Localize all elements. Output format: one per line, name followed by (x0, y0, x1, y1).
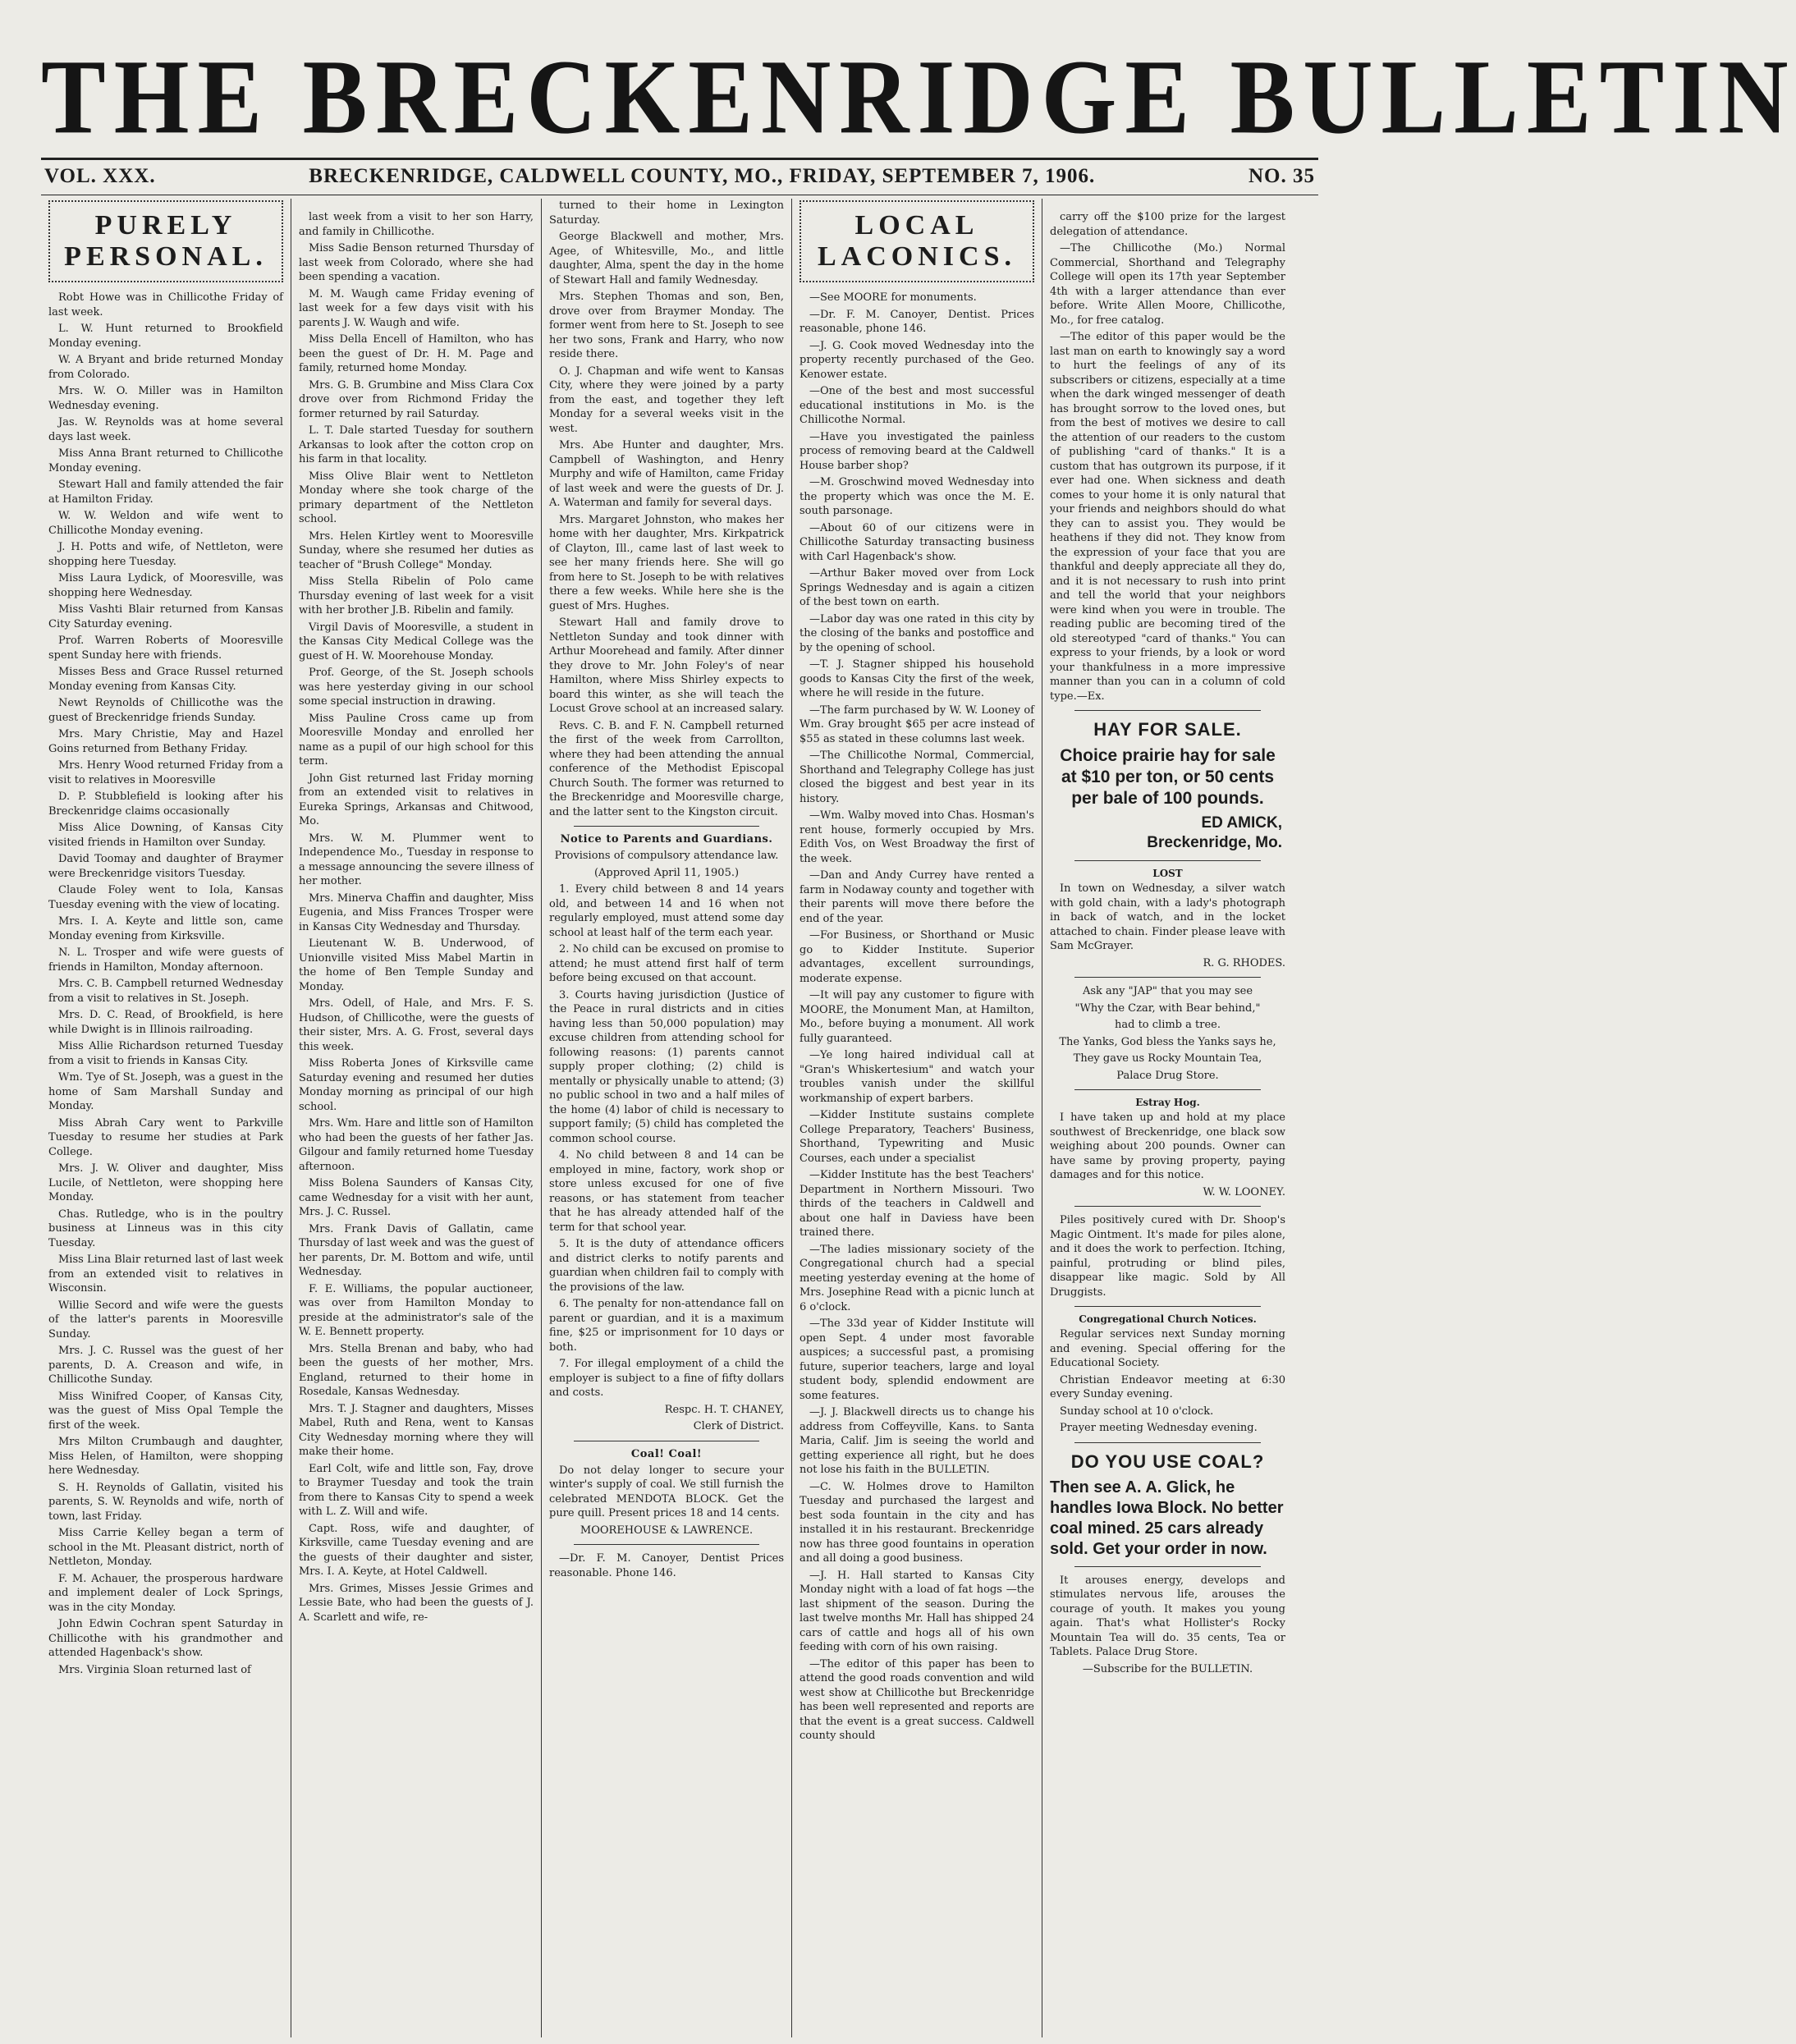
local-item: —The Chillicothe Normal, Commercial, Shorthand and Telegraphy College has just closed the biggest and best year in its history. (799, 749, 1034, 805)
personal-item: Miss Abrah Cary went to Parkville Tuesday to resume her studies at Park College. (48, 1116, 283, 1158)
lost-signature: R. G. RHODES. (1203, 956, 1285, 969)
local-item: —About 60 of our citizens were in Chillicothe Saturday transacting business with Carl Hagenback's show. (799, 521, 1034, 563)
personal-item: F. M. Achauer, the prosperous hardware and implement dealer of Lock Springs, was in the city Monday. (48, 1572, 283, 1614)
personal-item: Mrs. Stephen Thomas and son, Ben, drove over from Braymer Monday. The former went from here to St. Joseph to see her two sons, Frank and Harry, who now reside there. (549, 291, 784, 360)
estray-signature: W. W. LOONEY. (1203, 1185, 1285, 1198)
local-item: —The editor of this paper would be the last man on earth to knowingly say a word to hurt the feelings of any of its subscribers or citizens, especially at a time when the dark winged messenger of death has brought sorrow to the loved ones, but from the best of motives we desire to call the attention of our readers to the custom of publishing "card of thanks." It is a custom that has outgrown its purpose, if it ever had one. When sickness and death comes to your home it is only natural that your friends and neighbors should do what they can to assist you. They would be heathens if they did not. They know from the expression of your face that you are thankful and deeply appreciate all they do, and it is not necessary to rush into print and tell the world that your neighbors were kind when you were in trouble. The reading public are becoming tired of the old stereotyped "card of thanks." You can express to your friends, by a look or word your thankfulness in a more impressive manner than you can in a column of cold type.—Ex. (1050, 331, 1285, 703)
masthead-title: THE BRECKENRIDGE BULLETIN (41, 37, 1796, 157)
notice-item: 3. Courts having jurisdiction (Justice of the Peace in rural districts and in cities having less than 50,000 population) may excuse children from attending school for following reasons: (1) parents cannot supply proper clothing; (2) child is mentally or physically unable to attend; (3) no public school in two and a half miles of the home (4) labor of child is necessary to support family; (5) child has completed the common school course. (549, 988, 784, 1145)
local-item: —See MOORE for monuments. (809, 291, 977, 304)
personal-item: Chas. Rutledge, who is in the poultry business at Linneus was in this city Tuesday. (48, 1208, 283, 1249)
personal-item: Mrs. D. C. Read, of Brookfield, is here while Dwight is in Illinois railroading. (48, 1009, 283, 1036)
column-4 (792, 199, 1042, 2037)
column-4-items (799, 291, 1034, 1744)
local-item: —Kidder Institute sustains complete College Preparatory, Teachers' Business, Shorthand, Typewriting and Music Courses, each under a specialist (799, 1109, 1034, 1165)
local-item: —Dr. F. M. Canoyer, Dentist. Prices reasonable, phone 146. (799, 308, 1034, 335)
jap-verse-line: "Why the Czar, with Bear behind," (1074, 1001, 1261, 1015)
personal-item: Mrs. Virginia Sloan returned last of (58, 1663, 251, 1676)
personal-item: Mrs. Minerva Chaffin and daughter, Miss Eugenia, and Miss Frances Trosper were in Kansas City Wednesday and Thursday. (299, 891, 534, 933)
notice-item: 4. No child between 8 and 14 can be employed in mine, factory, work shop or store unless excused for one of five reasons, or has statement from teacher that he has already attended half of the term for that school year. (549, 1149, 784, 1234)
personal-item: Lieutenant W. B. Underwood, of Unionville visited Miss Mabel Martin in the home of Ben Temple Sunday and Monday. (299, 937, 534, 993)
local-item: —For Business, or Shorthand or Music go to Kidder Institute. Superior advantages, excellent surroundings, moderate expense. (799, 929, 1034, 985)
column-5-items (1050, 210, 1285, 703)
church-line: Sunday school at 10 o'clock. (1060, 1405, 1214, 1418)
section-head-local: LOCAL LACONICS. (799, 200, 1034, 282)
local-item: —Wm. Walby moved into Chas. Hosman's rent house, formerly occupied by Mrs. Edith Vos, on West Broadway the first of the week. (799, 809, 1034, 865)
personal-item: Miss Vashti Blair returned from Kansas City Saturday evening. (48, 603, 283, 630)
church-line: Regular services next Sunday morning and evening. Special offering for the Educational Society. (1050, 1328, 1285, 1369)
personal-item: George Blackwell and mother, Mrs. Agee, of Whitesville, Mo., and little daughter, Alma, spent the day in the home of Stewart Hall and family Wednesday. (549, 231, 784, 286)
coal-ad-title: DO YOU USE COAL? (1070, 1451, 1265, 1472)
coal-ad-body: Then see A. A. Glick, he handles Iowa Block. No better coal mined. 25 cars already sold. Get your order in now. (1050, 1478, 1284, 1558)
column-5 (1042, 199, 1293, 2037)
coal-signature: MOOREHOUSE & LAWRENCE. (580, 1524, 754, 1537)
local-item: —The farm purchased by W. W. Looney of Wm. Gray brought $65 per acre instead of $55 as stated in these columns last week. (799, 703, 1034, 745)
local-item: —Kidder Institute has the best Teachers' Department in Northern Missouri. Two thirds of the teachers in Caldwell and about one half in Daviess have been trained there. (799, 1169, 1034, 1239)
church-lines (1050, 1327, 1285, 1436)
personal-item: David Toomay and daughter of Braymer were Breckenridge visitors Tuesday. (48, 853, 283, 880)
notice-subheading: Provisions of compulsory attendance law. (554, 850, 779, 862)
personal-item: Stewart Hall and family attended the fair at Hamilton Friday. (48, 479, 283, 506)
local-item: —The ladies missionary society of the Congregational church had a special meeting yesterday evening at the home of Mrs. Josephine Read with a picnic lunch at 6 o'clock. (799, 1243, 1034, 1313)
local-item: —J. J. Blackwell directs us to change his address from Coffeyville, Kans. to Santa Maria, Calif. Jim is seeing the world and getting experience all right, but he does not lose his faith in the BULLETIN. (799, 1406, 1034, 1476)
local-item: —It will pay any customer to figure with MOORE, the Monument Man, at Hamilton, Mo., before buying a monument. All work fully guaranteed. (799, 989, 1034, 1045)
jap-verse-line: Palace Drug Store. (1116, 1069, 1219, 1082)
personal-item: Capt. Ross, wife and daughter, of Kirksville, came Tuesday evening and are the guests of their daughter and sister, Mrs. I. A. Keyte, at Hotel Caldwell. (299, 1522, 534, 1578)
personal-item: Miss Olive Blair went to Nettleton Monday where she took charge of the primary department of the Nettleton school. (299, 470, 534, 525)
issue-number: NO. 35 (1248, 165, 1315, 187)
personal-item: Miss Laura Lydick, of Mooresville, was shopping here Wednesday. (48, 572, 283, 599)
personal-item: Mrs. Grimes, Misses Jessie Grimes and Lessie Bate, who had been the guests of J. A. Scarlett and wife, re- (299, 1582, 534, 1624)
personal-item: Miss Anna Brant returned to Chillicothe Monday evening. (48, 447, 283, 474)
personal-item: Prof. Warren Roberts of Mooresville spent Sunday here with friends. (48, 635, 283, 662)
personal-item: Newt Reynolds of Chillicothe was the guest of Breckenridge friends Sunday. (48, 697, 283, 724)
column-2 (291, 199, 542, 2037)
hay-ad-place: Breckenridge, Mo. (1147, 834, 1282, 851)
personal-item: Mrs. Odell, of Hale, and Mrs. F. S. Hudson, of Chillicothe, were the guests of their sister, Mrs. A. G. Frost, several days this week. (299, 997, 534, 1053)
notice-heading: Notice to Parents and Guardians. (560, 833, 773, 846)
volume-label: VOL. XXX. (44, 165, 156, 187)
personal-item: Virgil Davis of Mooresville, a student in the Kansas City Medical College was the guest of H. W. Moorehouse Monday. (299, 621, 534, 662)
local-item: —One of the best and most successful educational institutions in Mo. is the Chillicothe Normal. (799, 385, 1034, 426)
personal-item: Mrs. J. C. Russel was the guest of her parents, D. A. Creason and wife, in Chillicothe Sunday. (48, 1345, 283, 1386)
personal-item: N. L. Trosper and wife were guests of friends in Hamilton, Monday afternoon. (48, 946, 283, 974)
personal-item: M. M. Waugh came Friday evening of last week for a few days visit with his parents J. W. Waugh and wife. (299, 287, 534, 329)
personal-item: Mrs. T. J. Stagner and daughters, Misses Mabel, Ruth and Rena, went to Kansas City Wednesday morning where they will make their home. (299, 1402, 534, 1458)
jap-verse-line: They gave us Rocky Mountain Tea, (1073, 1052, 1262, 1065)
hay-ad-title: HAY FOR SALE. (1093, 719, 1242, 740)
hay-ad-signature: ED AMICK, (1201, 814, 1282, 832)
local-item: —J. H. Hall started to Kansas City Monday night with a load of fat hogs —the last shipment of the season. During the last twelve months Mr. Hall has shipped 24 cars of cattle and hogs all of his own feeding with corn of his own raising. (799, 1569, 1034, 1653)
jap-verse-line: Ask any "JAP" that you may see (1082, 985, 1253, 997)
coal-heading: Coal! Coal! (630, 1447, 703, 1460)
personal-item: Wm. Tye of St. Joseph, was a guest in the home of Sam Marshall Sunday and Monday. (48, 1071, 283, 1112)
local-item: carry off the $100 prize for the largest delegation of attendance. (1050, 211, 1285, 238)
personal-item: Miss Stella Ribelin of Polo came Thursday evening of last week for a visit with her brother J.B. Ribelin and family. (299, 575, 534, 616)
personal-item: D. P. Stubblefield is looking after his Breckenridge claims occasionally (48, 791, 283, 818)
piles-ad: Piles positively cured with Dr. Shoop's Magic Ointment. It's made for piles alone, and it does the work to perfection. Itching, painful, protruding or blind piles, disappear like magic. Sold by All Druggists. (1050, 1214, 1285, 1299)
personal-item: Mrs. C. B. Campbell returned Wednesday from a visit to relatives in St. Joseph. (48, 978, 283, 1005)
notice-items (549, 882, 784, 1400)
personal-item: Willie Secord and wife were the guests of the latter's parents in Mooresville Sunday. (48, 1299, 283, 1341)
personal-item: Mrs. Wm. Hare and little son of Hamilton who had been the guests of her father Jas. Gilgour and family returned home Tuesday afternoon. (299, 1117, 534, 1173)
personal-item: Miss Sadie Benson returned Thursday of last week from Colorado, where she had been spending a vacation. (299, 242, 534, 283)
personal-item: S. H. Reynolds of Gallatin, visited his parents, S. W. Reynolds and wife, north of town, last Friday. (48, 1481, 283, 1523)
column-1-items (48, 291, 283, 1677)
notice-approved: (Approved April 11, 1905.) (593, 866, 740, 879)
local-item: —Arthur Baker moved over from Lock Springs Wednesday and is again a citizen of the best town on earth. (799, 567, 1034, 608)
local-item: —T. J. Stagner shipped his household goods to Kansas City the first of the week, where he will reside in the future. (799, 658, 1034, 699)
section-head-personal: PURELY PERSONAL. (48, 200, 283, 282)
personal-item: L. W. Hunt returned to Brookfield Monday evening. (48, 323, 283, 350)
personal-item: Mrs. Henry Wood returned Friday from a visit to relatives in Mooresville (48, 759, 283, 786)
personal-item: Mrs. I. A. Keyte and little son, came Monday evening from Kirksville. (48, 915, 283, 942)
subscribe-line: —Subscribe for the BULLETIN. (1082, 1662, 1253, 1675)
notice-signature-title: Clerk of District. (693, 1420, 784, 1432)
personal-item: Miss Alice Downing, of Kansas City visited friends in Hamilton over Sunday. (48, 822, 283, 849)
personal-item: last week from a visit to her son Harry, and family in Chillicothe. (299, 211, 534, 238)
personal-item: Mrs. W. M. Plummer went to Independence Mo., Tuesday in response to a message announcing the severe illness of her mother. (299, 832, 534, 887)
personal-item: Robt Howe was in Chillicothe Friday of last week. (48, 291, 283, 319)
tea-ad: It arouses energy, develops and stimulates nervous life, arouses the courage of youth. It makes you young again. That's what Hollister's Rocky Mountain Tea will do. 35 cents, Tea or Tablets. Palace Drug Store. (1050, 1574, 1285, 1658)
local-item: —Dan and Andy Currey have rented a farm in Nodaway county and together with their parents will move there before the end of the year. (799, 869, 1034, 925)
personal-item: Prof. George, of the St. Joseph schools was here yesterday giving in our school some special instruction in drawing. (299, 667, 534, 708)
column-3-items (549, 199, 784, 819)
personal-item: Miss Pauline Cross came up from Mooresville Monday and enrolled her name as a pupil of our high school for this term. (299, 712, 534, 768)
coal-body: Do not delay longer to secure your winter's supply of coal. We still furnish the celebrated MENDOTA BLOCK. Get the pure quill. Present prices 18 and 14 cents. (549, 1464, 784, 1519)
lost-body: In town on Wednesday, a silver watch with gold chain, with a lady's photograph in back of watch, and in the locket attached to chain. Finder please leave with Sam McGrayer. (1050, 882, 1285, 952)
hay-ad-body: Choice prairie hay for sale at $10 per ton, or 50 cents per bale of 100 pounds. (1060, 746, 1276, 808)
personal-item: Mrs. G. B. Grumbine and Miss Clara Cox drove over from Richmond Friday the former returned by rail Saturday. (299, 378, 534, 420)
personal-item: W. A Bryant and bride returned Monday from Colorado. (48, 354, 283, 381)
local-item: —C. W. Holmes drove to Hamilton Tuesday and purchased the largest and best soda fountain in the city and has installed it in his restaurant. Breckenridge now has three good fountains in operation and all doing a good business. (799, 1480, 1034, 1565)
personal-item: Misses Bess and Grace Russel returned Monday evening from Kansas City. (48, 666, 283, 693)
place-date: BRECKENRIDGE, CALDWELL COUNTY, MO., FRIDAY, SEPTEMBER 7, 1906. (309, 165, 1096, 187)
personal-item: Mrs. Abe Hunter and daughter, Mrs. Campbell of Washington, and Henry Murphy and wife of Hamilton, came Friday of last week and were the guests of Dr. J. A. Waterman and family for several days. (549, 439, 784, 509)
personal-item: Stewart Hall and family drove to Nettleton Sunday and took dinner with Arthur Moorehead and family. After dinner they drove to Mr. John Foley's of near Hamilton, where Miss Shirley expects to board this winter, as she will teach the Locust Grove school at an increased salary. (549, 616, 784, 715)
local-item: —The 33d year of Kidder Institute will open Sept. 4 under most favorable auspices; a successful past, a promising future, superior teachers, large and loyal student body, splendid endowment are some features. (799, 1318, 1034, 1402)
personal-item: Miss Bolena Saunders of Kansas City, came Wednesday for a visit with her aunt, Mrs. J. C. Russel. (299, 1177, 534, 1218)
personal-item: John Gist returned last Friday morning from an extended visit to relatives in Eureka Springs, Arkansas and Chitwood, Mo. (299, 772, 534, 827)
personal-item: Mrs. Frank Davis of Gallatin, came Thursday of last week and was the guest of her parents, Dr. M. Bottom and wife, until Wednesday. (299, 1222, 534, 1278)
personal-item: Mrs. Margaret Johnston, who makes her home with her daughter, Mrs. Kirkpatrick of Clayton, Ill., came last of last week to see her many friends here. She will go from here to St. Joseph to be with relatives there a few weeks. While here she is the guest of Mrs. Hughes. (549, 513, 784, 612)
column-3 (542, 199, 792, 2037)
personal-item: John Edwin Cochran spent Saturday in Chillicothe with his grandmother and attended Hagenback's show. (48, 1618, 283, 1659)
dentist-notice: —Dr. F. M. Canoyer, Dentist Prices reasonable. Phone 146. (549, 1552, 784, 1579)
church-title: Congregational Church Notices. (1079, 1313, 1257, 1325)
notice-signature: Respc. H. T. CHANEY, (664, 1403, 784, 1416)
personal-item: turned to their home in Lexington Saturday. (549, 199, 784, 227)
notice-item: 1. Every child between 8 and 14 years old, and between 14 and 16 when not regularly employed, must attend some day school at least half of the term each year. (549, 883, 784, 939)
personal-item: Miss Roberta Jones of Kirksville came Saturday evening and resumed her duties Monday morning as principal of our high school. (299, 1057, 534, 1113)
personal-item: Revs. C. B. and F. N. Campbell returned the first of the week from Carrollton, where they had been attending the annual conference of the Methodist Episcopal Church South. The former was returned to the Breckenridge and Mooresville charge, and the latter sent to the Kingston circuit. (549, 719, 784, 818)
personal-item: Miss Lina Blair returned last of last week from an extended visit to relatives in Wisconsin. (48, 1253, 283, 1295)
column-1 (41, 199, 291, 2037)
column-2-items (299, 210, 534, 1625)
personal-item: Miss Winifred Cooper, of Kansas City, was the guest of Miss Opal Temple the first of the week. (48, 1390, 283, 1432)
personal-item: Mrs. Stella Brenan and baby, who had been the guests of her mother, Mrs. England, returned to their home in Rosedale, Kansas Wednesday. (299, 1342, 534, 1398)
local-item: —J. G. Cook moved Wednesday into the property recently purchased of the Geo. Kenower estate. (799, 339, 1034, 381)
local-item: —M. Groschwind moved Wednesday into the property which was once the M. E. south parsonage. (799, 476, 1034, 517)
estray-title: Estray Hog. (1135, 1097, 1200, 1108)
local-item: —The editor of this paper has been to attend the good roads convention and wild west show at Chillicothe but Breckenridge has been well represented and reports are that the event is a great success. Caldwell county should (799, 1657, 1034, 1742)
jap-verse-line: The Yanks, God bless the Yanks says he, (1059, 1035, 1276, 1048)
notice-item: 2. No child can be excused on promise to attend; he must attend first half of term before being excused on that account. (549, 943, 784, 984)
jap-verse (1050, 984, 1285, 1083)
estray-body: I have taken up and hold at my place southwest of Breckenridge, one black sow weighing about 200 pounds. Owner can have same by proving property, paying damages and for this notice. (1050, 1111, 1285, 1181)
personal-item: Mrs. W. O. Miller was in Hamilton Wednesday evening. (48, 385, 283, 412)
personal-item: L. T. Dale started Tuesday for southern Arkansas to look after the cotton crop on his farm in that locality. (299, 424, 534, 465)
personal-item: O. J. Chapman and wife went to Kansas City, where they were joined by a party from the east, and together they left Monday for a several weeks visit in the west. (549, 364, 784, 435)
jap-verse-line: had to climb a tree. (1115, 1019, 1221, 1031)
personal-item: Claude Foley went to Iola, Kansas Tuesday evening with the view of locating. (48, 884, 283, 911)
local-item: —The Chillicothe (Mo.) Normal Commercial, Shorthand and Telegraphy College will open its 17th year September 4th with a larger attendance than ever before. Write Allen Moore, Chillicothe, Mo., for free catalog. (1050, 242, 1285, 327)
personal-item: W. W. Weldon and wife went to Chillicothe Monday evening. (48, 510, 283, 537)
local-item: —Ye long haired individual call at "Gran's Whiskertesium" and watch your troubles vanish under the skillful workmanship of expert barbers. (799, 1049, 1034, 1105)
personal-item: J. H. Potts and wife, of Nettleton, were shopping here Tuesday. (48, 541, 283, 568)
personal-item: Mrs. Helen Kirtley went to Mooresville Sunday, where she resumed her duties as teacher of "Brush College" Monday. (299, 529, 534, 571)
personal-item: Miss Della Encell of Hamilton, who has been the guest of Dr. H. M. Page and family, returned home Monday. (299, 333, 534, 374)
personal-item: F. E. Williams, the popular auctioneer, was over from Hamilton Monday to preside at the administrator's sale of the W. E. Bennett property. (299, 1282, 534, 1338)
personal-item: Mrs. J. W. Oliver and daughter, Miss Lucile, of Nettleton, were shopping here Monday. (48, 1162, 283, 1203)
personal-item: Jas. W. Reynolds was at home several days last week. (48, 416, 283, 443)
personal-item: Miss Carrie Kelley began a term of school in the Mt. Pleasant district, north of Nettleton, Monday. (48, 1527, 283, 1568)
local-item: —Have you investigated the painless process of removing beard at the Caldwell House barber shop? (799, 430, 1034, 472)
church-line: Prayer meeting Wednesday evening. (1060, 1422, 1258, 1434)
notice-item: 7. For illegal employment of a child the employer is subject to a fine of fifty dollars and costs. (549, 1358, 784, 1399)
personal-item: Mrs Milton Crumbaugh and daughter, Miss Helen, of Hamilton, were shopping here Wednesday. (48, 1436, 283, 1477)
columns (41, 199, 1318, 2037)
notice-item: 6. The penalty for non-attendance fall on parent or guardian, and it is a maximum fine, $25 or imprisonment for 10 days or both. (549, 1298, 784, 1354)
notice-item: 5. It is the duty of attendance officers and district clerks to notify parents and guardian when children fail to comply with the provisions of the law. (549, 1238, 784, 1294)
lost-title: LOST (1152, 868, 1183, 879)
personal-item: Earl Colt, wife and little son, Fay, drove to Braymer Tuesday and took the train from there to Kansas City to spend a week with L. Z. Will and wife. (299, 1462, 534, 1518)
personal-item: Mrs. Mary Christie, May and Hazel Goins returned from Bethany Friday. (48, 728, 283, 755)
church-line: Christian Endeavor meeting at 6:30 every Sunday evening. (1050, 1373, 1285, 1400)
personal-item: Miss Allie Richardson returned Tuesday from a visit to friends in Kansas City. (48, 1040, 283, 1067)
local-item: —Labor day was one rated in this city by the closing of the banks and postoffice and by the opening of school. (799, 612, 1034, 654)
